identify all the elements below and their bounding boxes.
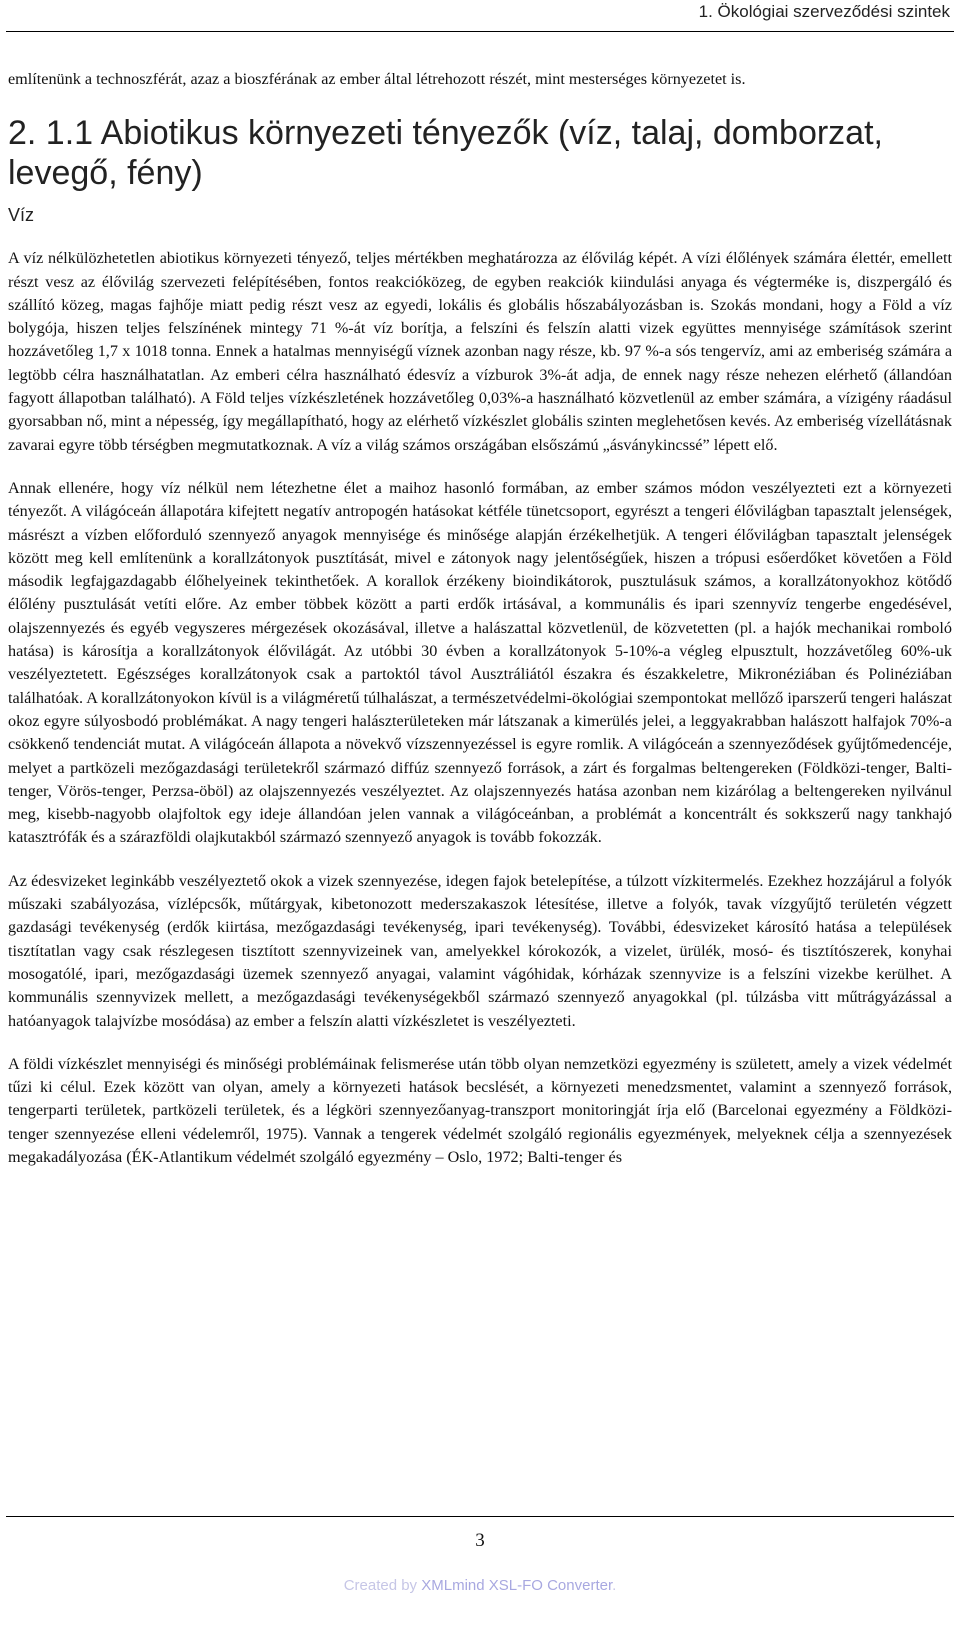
footer-divider xyxy=(6,1516,954,1517)
section-heading: 2. 1.1 Abiotikus környezeti tényezők (víz, talaj, domborzat, levegő, fény) xyxy=(8,114,883,193)
paragraph-international-agreements: A földi vízkészlet mennyiségi és minőségi problémáinak felismerése után több olyan nemzetközi egyezmény is született, amely a vizek védelmét tűzi ki célul. Ezek között van olyan, amely a környezeti hatások becslését, a környezeti menedzsmentet, valamint a szennyező források, tengerparti területek, partközeli területek, és a légköri szennyezőanyag-transzport monitoringját írja elő (Barcelonai egyezmény a Földközi-tenger szennyezése elleni védelemről, 1975). Vannak a tengerek védelmét szolgáló regionális egyezmények, melyeknek célja a szennyezések megakadályozása (ÉK-Atlantikum védelmét szolgáló egyezmény – Oslo, 1972; Balti-tenger és xyxy=(8,1054,952,1166)
subheading-water: Víz xyxy=(8,205,35,226)
paragraph-freshwater-threats: Az édesvizeket leginkább veszélyeztető okok a vizek szennyezése, idegen fajok betelepítése, a túlzott vízkitermelés. Ezekhez hozzájárul a folyók műszaki szabályozása, vízlépcsők, műtárgyak, kibetonozott mederszakaszok létesítése, illetve a folyók, tavak vízgyűjtő területén végzett gazdasági tevékenység (erdők kiirtása, mezőgazdasági tevékenység, ipari tevékenység). További, édesvizeket károsító hatása a települések tisztítatlan vagy csak részlegesen tisztított szennyvizeinek van, amelyekkel kórokozók, a vizelet, ürülék, mosó- és tisztítószerek, konyhai mosogatólé, ipari, mezőgazdasági üzemek szennyező anyagai, valamint vágóhidak, kórházak szennyvize is a felszíni vizekbe kerülhet. A kommunális szennyvizek mellett, a mezőgazdasági tevékenységekből származó szennyező anyagokkal (pl. túlzásba vitt műtrágyázással a hatóanyagok talajvízbe mosódása) az ember a felszín alatti vízkészletet is veszélyezteti. xyxy=(8,871,952,1030)
paragraph-water-intro: A víz nélkülözhetetlen abiotikus környezeti tényező, teljes mértékben meghatározza az élővilág képét. A vízi élőlények számára élettér, emellett részt vesz az élővilág szervezeti felépítésében, fontos reakcióközeg, de egyben reakciók kiindulási anyaga és végterméke is, diszpergáló és szállító közeg, magas fajhője miatt pedig részt vesz az egyedi, lokális és globális hőszabályozásban is. Szokás mondani, hogy a Föld a víz bolygója, hiszen teljes felszínének mintegy 71 %-át víz borítja, a felszíni és felszín alatti vizek együttes mennyisége számítások szerint hozzávetőleg 1,7 x 1018 tonna. Ennek a hatalmas mennyiségű víznek azonban nagy része, kb. 97 %-a sós tengervíz, ami az emberiség számára a legtöbb célra használhatatlan. Az emberi célra használható édesvíz a vízburok 3%-át adja, de ennek nagy része nehezen elérhető (állandóan fagyott állapotban található). A Föld teljes vízkészletének hozzávetőleg 0,03%-a használható közvetlenül az ember számára, a vízigény ráadásul gyorsabban nő, mint a népesség, így megállapítható, hogy az elérhető vízkészlet globális szinten meglehetősen kevés. Az emberiség vízellátásnak zavarai egyre több térségben megmutatkoznak. A víz a világ számos országában elsőszámú „ásványkincssé” lépett elő. xyxy=(8,249,952,454)
intro-continuation-paragraph: említenünk a technoszférát, azaz a bioszférának az ember által létrehozott részét, mint mesterséges környezetet is. xyxy=(8,70,746,88)
running-header: 1. Ökológiai szerveződési szintek xyxy=(698,2,950,21)
converter-watermark xyxy=(0,1577,960,1594)
page-number: 3 xyxy=(475,1530,485,1551)
page-content xyxy=(8,68,952,1169)
header-divider xyxy=(6,31,954,32)
watermark-suffix: . xyxy=(612,1577,617,1594)
watermark-prefix: Created by xyxy=(343,1577,422,1594)
paragraph-ocean-threats: Annak ellenére, hogy víz nélkül nem létezhetne élet a maihoz hasonló formában, az ember számos módon veszélyezteti ezt a környezeti tényezőt. A világóceán állapotára kifejtett negatív antropogén hatásokat kétféle tünetcsoport, egyrészt a tengeri élővilágban tapasztalt jelenségek, másrészt a vízben előforduló szennyező anyagok mennyisége és minősége alapján érzékelhetjük. A tengeri élővilágban tapasztalt jelenségek között meg kell említenünk a korallzátonyok pusztítását, mivel e zátonyok nagy jelentőségűek, hiszen a trópusi esőerdőket követően a Föld második legfajgazdagabb élőhelyeinek tekinthetőek. A korallok érzékeny bioindikátorok, pusztulásuk számos, a korallzátonyokhoz kötődő élőlény pusztulását vetíti előre. Az ember többek között a parti erdők irtásával, a kommunális és ipari szennyvíz tengerbe engedésével, olajszennyezés és egyéb vegyszeres mérgezések okozásával, illetve a halászattal közvetlenül, de közvetetten (pl. a hajók mechanikai romboló hatása) is károsítja a korallzátonyok élővilágát. Az utóbbi 30 évben a korallzátonyok 5-10%-a végleg elpusztult, hozzávetőleg 60%-uk veszélyeztetett. Egészséges korallzátonyok csak a partoktól távol Ausztráliától északra és északkeletre, Mikronéziában és Polinéziában találhatóak. A korallzátonyokon kívül is a világméretű túlhalászat, a természetvédelmi-ökológiai szempontokat mellőző iparszerű tengeri halászat okoz egyre súlyosbodó problémákat. A nagy tengeri halászterületeken már látszanak a kimerülés jelei, a leggyakrabban halászott halfajok 70%-a csökkenő tendenciát mutat. A világóceán állapota a növekvő vízszennyezéssel is egyre romlik. A világóceán a szennyeződések gyűjtőmedencéje, melyet a partközeli mezőgazdasági területekről származó diffúz szennyező források, a zárt és forgalmas beltengereken (Földközi-tenger, Balti-tenger, Vörös-tenger, Perzsa-öböl) az olajszennyezés veszélyeztet. Az olajszennyezés hatása azonban nem kizárólag a beltengereken nyilvánul meg, kisebb-nagyobb olajfoltok egy ideje állandóan jelen vannak a világóceánban, a problémát a koncentrált és sokkszerű nagy tankhajó katasztrófák és a szárazföldi olajkutakból származó szennyező anyagok is tovább fokozzák. xyxy=(8,478,952,847)
watermark-brand: XMLmind XSL-FO Converter xyxy=(421,1577,613,1594)
